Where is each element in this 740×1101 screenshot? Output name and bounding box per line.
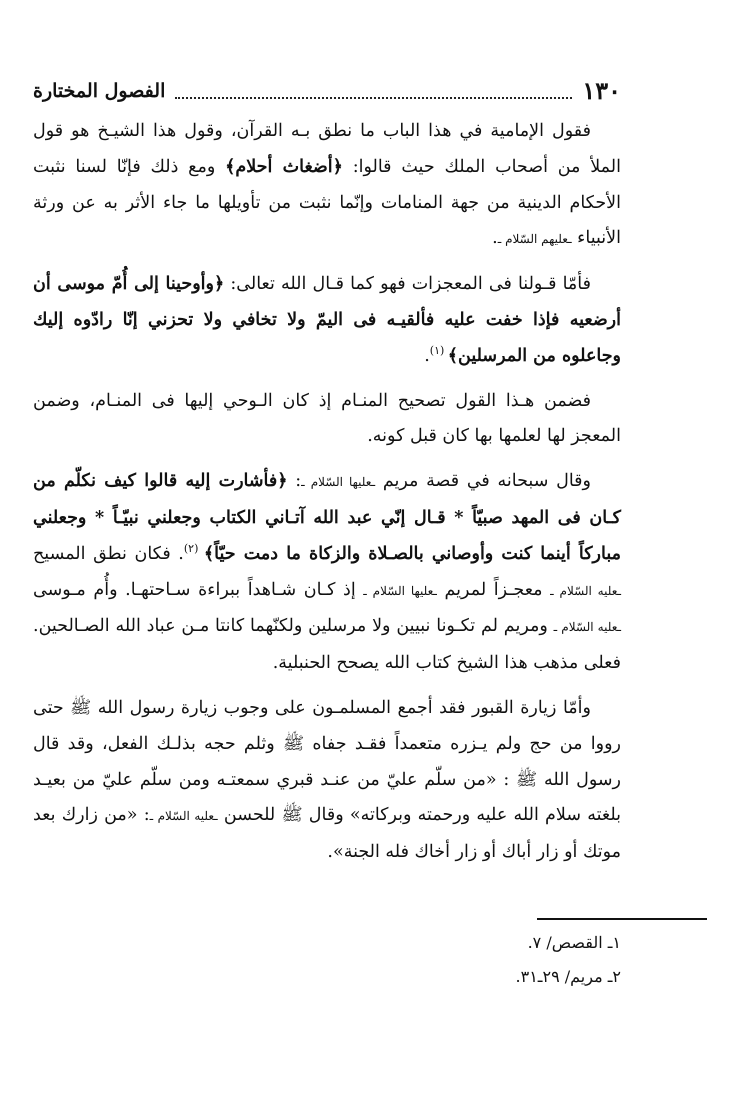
paragraph: [33, 384, 621, 456]
quran-quote: ﴿فأشارت إليه قالوا كيف نكلّم من كـان فى المهد صبيّاً * قـال إنّي عبد الله آتـاني الكتاب وجعلني نبيّـاً * وجعلني مباركاً أينما كنت وأوصاني بالصـلاة والزكاة ما دمت حيّاً﴾: [33, 471, 621, 564]
footnote-ref: (٢): [183, 541, 204, 555]
text-run: وأمّا زيارة القبور فقد أجمع المسلمـون على وجوب زيارة رسول الله ﷺ حتى رووا من حج ولم يـزره متعمداً فقـد جفاه ﷺ وثلم حجه بذلـك الفعل، وقد قال رسول الله ﷺ : «من سلّم عليّ من عنـد قبري سمعتـه ومن سلّم عليّ من بعيـد بلغته سلام الله عليه ورحمته وبركاته» وقال ﷺ للحسن: [33, 697, 621, 826]
honorific: ـعليه السّلام ـ: [553, 620, 622, 635]
honorific: ـعليهم السّلام ـ: [497, 232, 572, 247]
text-run: وقال سبحانه في قصة مريم: [375, 471, 591, 492]
paragraph: [33, 114, 621, 258]
footnote: ٢ـ مريم/ ٢٩ـ٣١.: [515, 967, 621, 986]
text-run: ومريم لم تكـونا نبيين ولا مرسلين ولكنّهما كانتا مـن عباد الله الصـالحين. فعلى مذهب هذا الشيخ كتاب الله يصحح الحنبلية.: [33, 616, 621, 674]
book-title: الفصول المختارة: [33, 80, 166, 102]
paragraph: [33, 267, 621, 374]
page-header: [33, 66, 621, 106]
body-text: [33, 114, 621, 880]
page-number: ١٣٠: [582, 76, 621, 105]
footnotes: [33, 926, 621, 994]
footnote: ١ـ القصص/ ٧.: [527, 933, 621, 952]
quran-quote: ﴿وأوحينا إلى أُمّ موسى أن أرضعيه فإذا خفت عليه فألقيـه فى اليمّ ولا تخافي ولا تحزني إنّا رادّوه إليك وجاعلوه من المرسلين﴾: [33, 274, 621, 366]
text-run: فأمّا قـولنا فى المعجزات فهو كما قـال الله تعالى:: [224, 274, 591, 295]
text-run: فضمن هـذا القول تصحيح المنـام إذ كان الـوحي إليها فى المنـام، وضمن المعجز لها لعلمها بها كان قبل كونه.: [33, 390, 621, 447]
text-run: ومع ذلك فإنّا لسنا نثبت الأحكام الدينية من جهة المنامات وإنّما نثبت من تأويلها ما جاء الأثر به عن ورثة الأنبياء: [33, 156, 621, 249]
text-run: . فكان نطق المسيح: [33, 543, 184, 564]
text-run: إذ كـان شـاهداً ببراءة سـاحتهـا. وأُم مـوسى: [33, 579, 364, 600]
text-run: .: [492, 228, 498, 249]
honorific: ـعليه السّلام ـ: [149, 809, 218, 824]
honorific: ـعليها السّلام ـ: [363, 583, 437, 598]
honorific: ـعليها السّلام ـ: [301, 475, 376, 490]
quran-quote: ﴿أضغاث أحلام﴾: [225, 156, 343, 177]
text-run: معجـزاً لمريم: [436, 579, 551, 600]
footnote-divider: [537, 918, 707, 920]
header-dotted-leader: [175, 97, 572, 99]
text-run: : «من زارك بعد موتك أو زار أباك أو زار أخاك فله الجنة».: [33, 805, 621, 863]
paragraph: [33, 464, 621, 682]
text-run: .: [424, 345, 430, 366]
paragraph: [33, 691, 621, 871]
text-run: :: [287, 471, 302, 492]
honorific: ـعليه السّلام ـ: [550, 583, 622, 598]
text-run: فقول الإمامية في هذا الباب ما نطق بـه القرآن، وقول هذا الشيـخ هو قول الملأ من أصحاب الملك حيث قالوا:: [33, 121, 621, 177]
footnote-ref: (١): [429, 343, 448, 357]
